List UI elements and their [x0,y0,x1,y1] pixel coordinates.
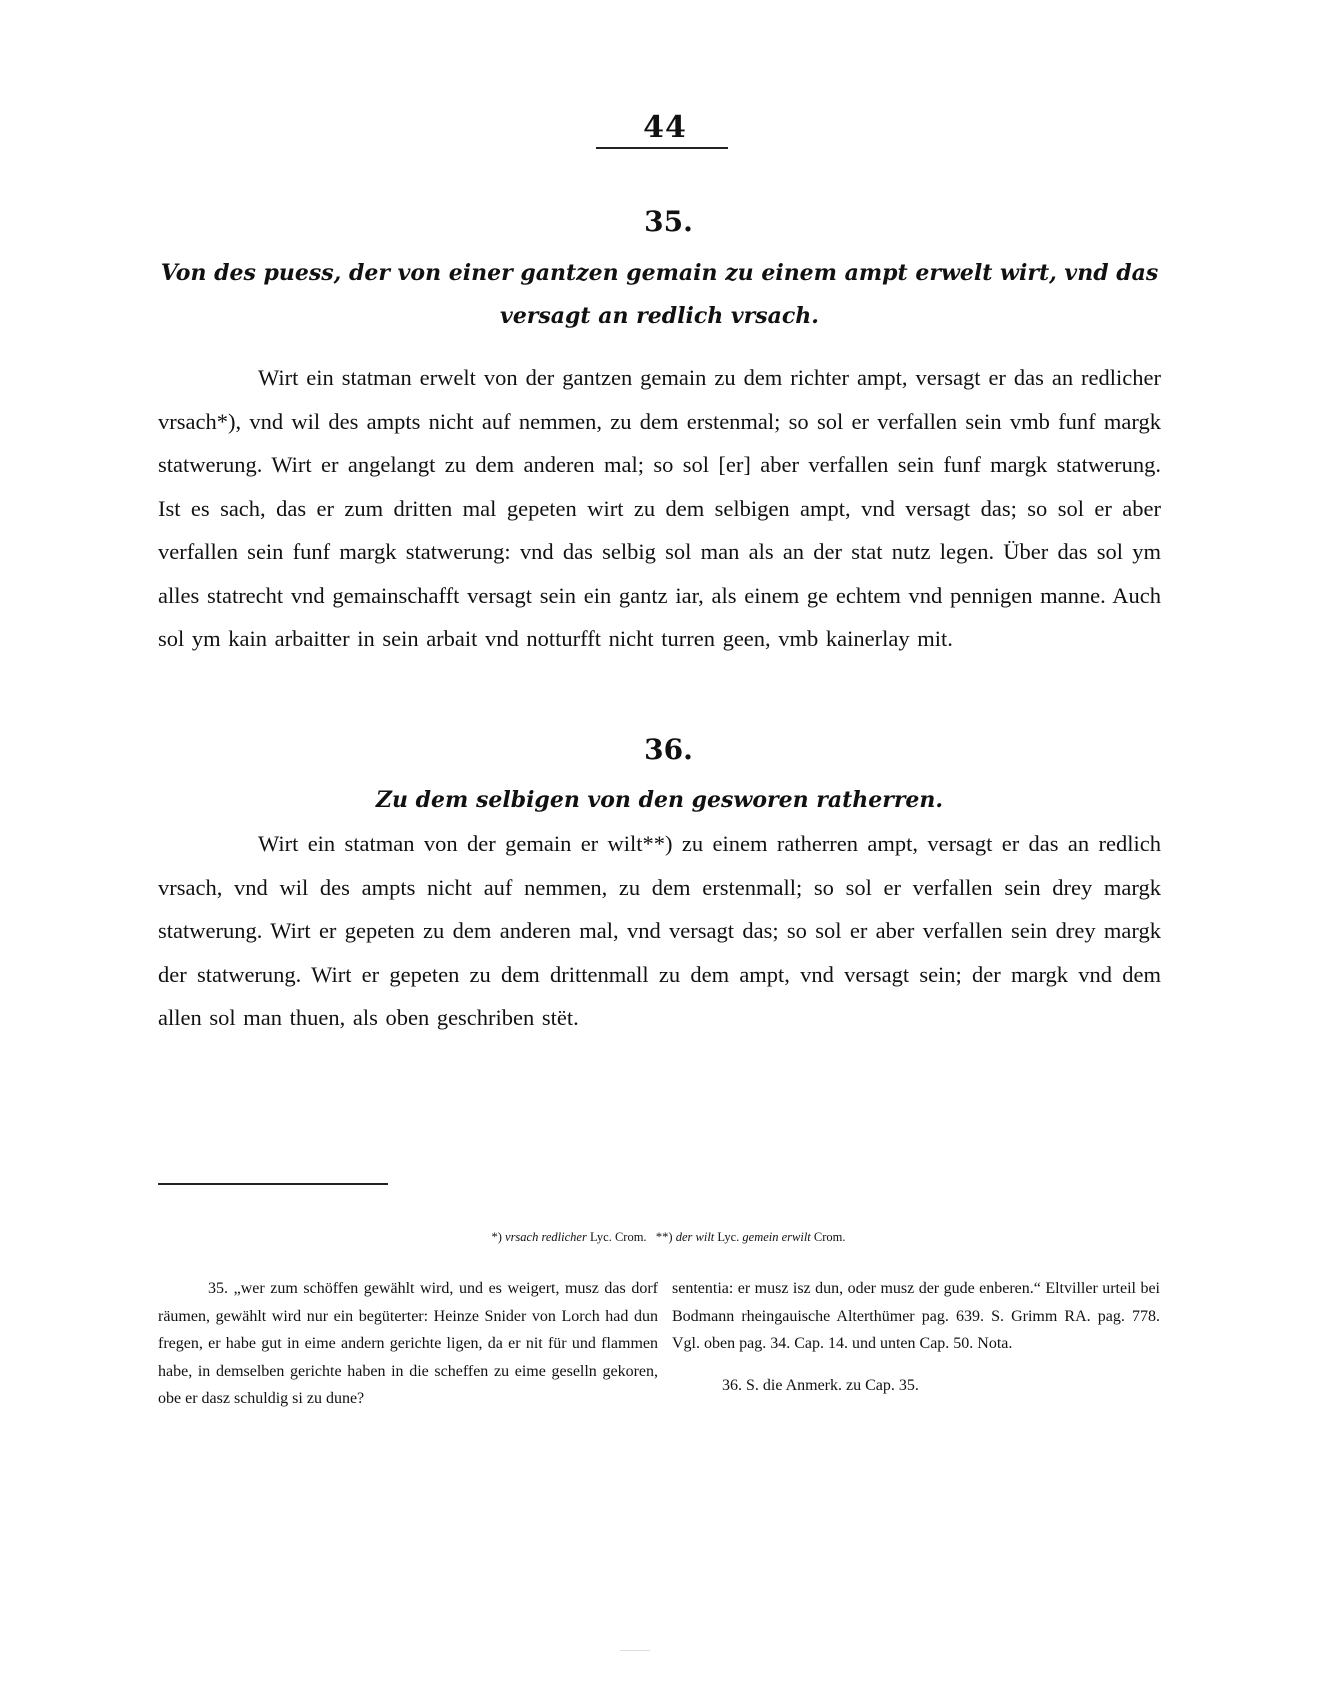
note-35-continued: sententia: er musz isz dun, oder musz der gude enberen.“ Eltviller urteil bei Bodmann rheingauische Alterthümer pag. 639. S. Grimm RA. pag. 778. Vgl. oben pag. 34. Cap. 14. und unten Cap. 50. Nota. [672,1280,1160,1352]
variant-reading: der wilt [675,1230,715,1244]
variant-source: Crom. [813,1230,846,1244]
page-mark [620,1650,650,1651]
variant-marker: **) [655,1230,673,1244]
page-number: 44 [643,110,687,145]
section-36-body: Wirt ein statman von der gemain er wilt**) zu einem ratherren ampt, versagt er das an redlich vrsach, vnd wil des ampts nicht auf nemmen, zu dem erstenmall; so sol er verfallen sein drey margk statwerung. Wirt er gepeten zu dem anderen mal, vnd versagt das; so sol er aber verfallen sein drey margk der statwerung. Wirt er gepeten zu dem drittenmall zu dem ampt, vnd versagt sein; der margk vnd dem allen sol man thuen, als oben geschriben stët. [158,831,1161,1030]
footnote-rule [158,1183,388,1185]
notes-left-column [158,1275,658,1413]
variant-marker: *) [491,1230,502,1244]
variant-reading: gemein erwilt [742,1230,811,1244]
notes-right-column [672,1275,1160,1399]
section-35-body: Wirt ein statman erwelt von der gantzen gemain zu dem richter ampt, versagt er das an redlicher vrsach*), vnd wil des ampts nicht auf nemmen, zu dem erstenmal; so sol er verfallen sein vmb funf margk statwerung. Wirt er angelangt zu dem anderen mal; so sol [er] aber verfallen sein funf margk statwerung. Ist es sach, das er zum dritten mal gepeten wirt zu dem selbigen ampt, vnd versagt das; so sol er aber verfallen sein funf margk statwerung: vnd das selbig sol man als an der stat nutz legen. Über das sol ym alles statrecht vnd gemainschafft versagt sein ein gantz iar, als einem ge echtem vnd pennigen manne. Auch sol ym kain arbaitter in sein arbait vnd notturfft nicht turren geen, vmb kainerlay mit. [158,365,1161,651]
section-36-number: 36. [644,733,693,766]
section-36-title: Zu dem selbigen von den gesworen ratherren. [375,787,944,813]
variant-source: Lyc. [717,1230,740,1244]
note-36: 36. S. die Anmerk. zu Cap. 35. [722,1376,919,1394]
section-35-number: 35. [644,205,693,238]
variant-source: Lyc. Crom. [589,1230,647,1244]
page-number-rule [596,147,728,149]
note-35: 35. „wer zum schöffen gewählt wird, und es weigert, musz das dorf räumen, gewählt wird nur ein begüterter: Heinze Snider von Lorch had dun fregen, er habe gut in eime andern gerichte ligen, da er nit für und flammen habe, in demselben gerichte haben in die scheffen zu eime geselln gekoren, obe er dasz schuldig si zu dune? [158,1280,658,1407]
section-35-title: Von des puess, der von einer gantzen gemain zu einem ampt erwelt wirt, vnd das versagt an redlich vrsach. [160,260,1159,329]
variant-reading: vrsach redlicher [505,1230,587,1244]
critical-apparatus [0,1230,1337,1245]
